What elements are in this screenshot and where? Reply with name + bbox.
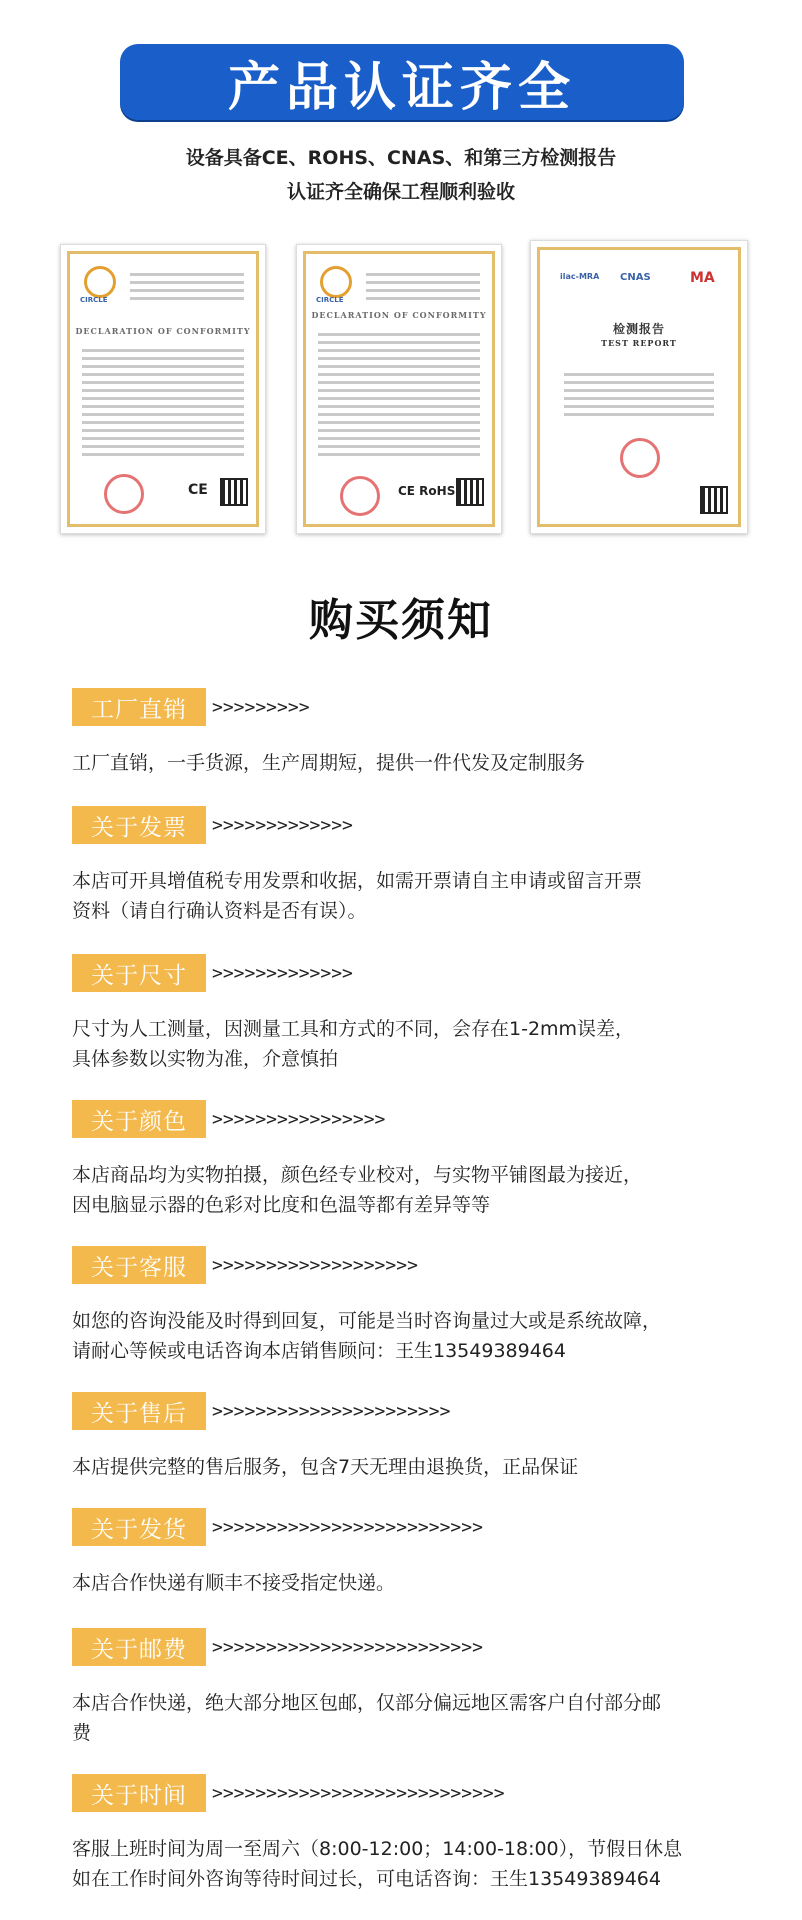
section-tag: 关于颜色 (72, 1100, 206, 1138)
report-heading-en: TEST REPORT (601, 338, 677, 348)
section-arrows: >>>>>>>>>>>>>>>>>>> (212, 1254, 418, 1276)
section-hours (72, 1774, 752, 1894)
section-shipping (72, 1508, 752, 1598)
qr-code-icon (700, 486, 728, 514)
section-customer-service (72, 1246, 752, 1366)
ilac-logo: ilac-MRA (560, 272, 600, 281)
certificate-brand: CIRCLE (316, 296, 344, 304)
section-text-line: 如在工作时间外咨询等待时间过长，可电话咨询：王生13549389464 (72, 1868, 661, 1890)
section-tag: 工厂直销 (72, 688, 206, 726)
intro-line-1: 设备具备CE、ROHS、CNAS、和第三方检测报告 (185, 147, 617, 169)
section-arrows: >>>>>>>>> (212, 696, 310, 718)
certificate-ce-rohs[interactable] (296, 244, 502, 534)
section-text-line: 本店合作快递，绝大部分地区包邮，仅部分偏远地区需客户自付部分邮 (72, 1692, 662, 1714)
section-tag: 关于售后 (72, 1392, 206, 1430)
circle-logo-icon (84, 266, 116, 298)
certificate-heading: DECLARATION OF CONFORMITY (75, 326, 251, 336)
section-invoice (72, 806, 752, 926)
certificate-gallery (0, 240, 802, 540)
section-arrows: >>>>>>>>>>>>> (212, 962, 353, 984)
section-arrows: >>>>>>>>>>>>>>>>>>>>>>>>> (212, 1516, 483, 1538)
ce-rohs-mark: CE RoHS (398, 484, 456, 498)
section-arrows: >>>>>>>>>>>>>>>> (212, 1108, 386, 1130)
seal-stamp-icon (340, 476, 380, 516)
section-text-line: 本店商品均为实物拍摄，颜色经专业校对，与实物平铺图最为接近， (72, 1164, 643, 1186)
certificate-test-report[interactable] (530, 240, 748, 534)
intro-line-2: 认证齐全确保工程顺利验收 (286, 181, 515, 203)
section-text-line: 请耐心等候或电话咨询本店销售顾问：王生13549389464 (72, 1340, 566, 1362)
section-postage (72, 1628, 752, 1748)
qr-code-icon (220, 478, 248, 506)
section-tag: 关于发票 (72, 806, 206, 844)
section-arrows: >>>>>>>>>>>>>>>>>>>>>>>>> (212, 1636, 483, 1658)
section-text-line: 本店提供完整的售后服务，包含7天无理由退换货，正品保证 (72, 1456, 579, 1478)
section-text-line: 因电脑显示器的色彩对比度和色温等都有差异等等 (72, 1194, 491, 1216)
cnas-logo: CNAS (620, 272, 651, 283)
section-text-line: 工厂直销，一手货源，生产周期短，提供一件代发及定制服务 (72, 752, 586, 774)
certificate-frame (537, 247, 741, 527)
certificate-heading: DECLARATION OF CONFORMITY (311, 310, 487, 320)
section-text-line: 客服上班时间为周一至周六（8:00-12:00；14:00-18:00），节假日休息 (72, 1838, 683, 1860)
section-color (72, 1100, 752, 1220)
section-size (72, 954, 752, 1074)
certificate-frame (303, 251, 495, 527)
section-text-line: 资料（请自行确认资料是否有误）。 (72, 900, 367, 922)
section-arrows: >>>>>>>>>>>>>>>>>>>>>> (212, 1400, 451, 1422)
certificate-ce[interactable] (60, 244, 266, 534)
section-text-line: 如您的咨询没能及时得到回复，可能是当时咨询量过大或是系统故障， (72, 1310, 662, 1332)
section-tag: 关于时间 (72, 1774, 206, 1812)
seal-stamp-icon (104, 474, 144, 514)
section-text-line: 本店合作快递有顺丰不接受指定快递。 (72, 1572, 396, 1594)
ce-mark: CE (188, 482, 208, 498)
section-text-line: 费 (72, 1722, 92, 1744)
section-after-sales (72, 1392, 752, 1482)
notice-title: 购买须知 (309, 595, 493, 646)
banner-title: 产品认证齐全 (227, 56, 576, 118)
certificate-brand: CIRCLE (80, 296, 108, 304)
section-text-line: 本店可开具增值税专用发票和收据，如需开票请自主申请或留言开票 (72, 870, 643, 892)
seal-stamp-icon (620, 438, 660, 478)
section-tag: 关于尺寸 (72, 954, 206, 992)
section-arrows: >>>>>>>>>>>>> (212, 814, 353, 836)
circle-logo-icon (320, 266, 352, 298)
ma-logo: MA (690, 270, 715, 286)
section-tag: 关于发货 (72, 1508, 206, 1546)
title-banner (120, 44, 684, 120)
section-text-line: 具体参数以实物为准，介意慎拍 (72, 1048, 339, 1070)
qr-code-icon (456, 478, 484, 506)
certificate-frame (67, 251, 259, 527)
report-heading-cn: 检测报告 (612, 322, 665, 336)
section-factory-direct (72, 688, 752, 778)
section-tag: 关于邮费 (72, 1628, 206, 1666)
section-tag: 关于客服 (72, 1246, 206, 1284)
section-arrows: >>>>>>>>>>>>>>>>>>>>>>>>>>> (212, 1782, 505, 1804)
section-text-line: 尺寸为人工测量，因测量工具和方式的不同，会存在1-2mm误差， (72, 1018, 635, 1040)
